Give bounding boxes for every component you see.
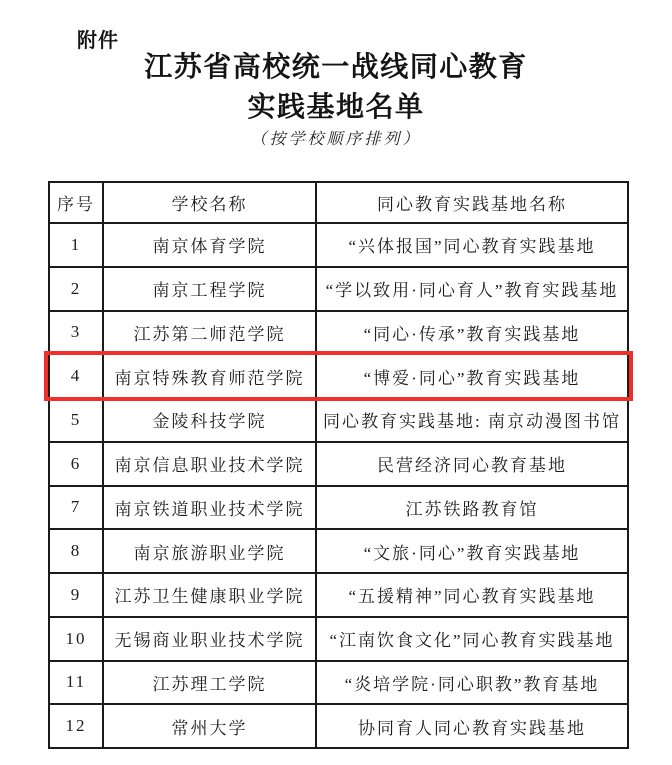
base-name-cell: 民营经济同心教育基地 [316,442,628,486]
attachment-label: 附件 [77,30,119,52]
school-name-cell: 江苏卫生健康职业学院 [103,573,316,617]
document-title-line2: 实践基地名单 [247,92,425,123]
base-name-cell: 同心教育实践基地: 南京动漫图书馆 [316,398,628,442]
row-number-cell: 8 [49,529,103,573]
practice-base-table [48,181,629,749]
base-name-cell: “炎培学院·同心职教”教育基地 [316,661,628,705]
table-row [49,442,628,486]
school-name-cell: 金陵科技学院 [103,398,316,442]
school-name-cell: 无锡商业职业技术学院 [103,617,316,661]
school-name-cell: 江苏理工学院 [103,661,316,705]
table-row [49,617,628,661]
table-row [49,661,628,705]
row-number-cell: 7 [49,486,103,530]
school-name-cell: 南京信息职业技术学院 [103,442,316,486]
document-title [0,48,672,128]
school-name-cell: 南京旅游职业学院 [103,529,316,573]
table-row [49,704,628,748]
row-number-cell: 12 [49,704,103,748]
table-row [49,573,628,617]
table-header-row [49,182,628,223]
table-row [49,267,628,311]
header-serial-number: 序号 [49,182,103,223]
table-row [49,311,628,355]
row-number-cell: 5 [49,398,103,442]
base-name-cell: “江南饮食文化”同心教育实践基地 [316,617,628,661]
table-row [49,354,628,398]
row-number-cell: 11 [49,661,103,705]
row-number-cell: 1 [49,223,103,267]
base-name-cell: 江苏铁路教育馆 [316,486,628,530]
school-name-cell: 南京铁道职业技术学院 [103,486,316,530]
base-name-cell: “五援精神”同心教育实践基地 [316,573,628,617]
row-number-cell: 10 [49,617,103,661]
row-number-cell: 6 [49,442,103,486]
row-number-cell: 3 [49,311,103,355]
school-name-cell: 常州大学 [103,704,316,748]
table-row [49,223,628,267]
base-name-cell: “同心·传承”教育实践基地 [316,311,628,355]
table-row [49,398,628,442]
table-row [49,529,628,573]
base-name-cell: “文旅·同心”教育实践基地 [316,529,628,573]
header-base-name: 同心教育实践基地名称 [316,182,628,223]
table-header [49,182,628,223]
school-name-cell: 南京体育学院 [103,223,316,267]
table-body [49,223,628,748]
base-name-cell: “博爱·同心”教育实践基地 [316,354,628,398]
base-name-cell: “兴体报国”同心教育实践基地 [316,223,628,267]
base-name-cell: “学以致用·同心育人”教育实践基地 [316,267,628,311]
school-name-cell: 江苏第二师范学院 [103,311,316,355]
row-number-cell: 2 [49,267,103,311]
school-name-cell: 南京特殊教育师范学院 [103,354,316,398]
base-name-cell: 协同育人同心教育实践基地 [316,704,628,748]
document-subtitle: （按学校顺序排列） [250,131,422,148]
table-row [49,486,628,530]
document-title-line1: 江苏省高校统一战线同心教育 [144,52,528,83]
row-number-cell: 4 [49,354,103,398]
school-name-cell: 南京工程学院 [103,267,316,311]
row-number-cell: 9 [49,573,103,617]
header-school-name: 学校名称 [103,182,316,223]
